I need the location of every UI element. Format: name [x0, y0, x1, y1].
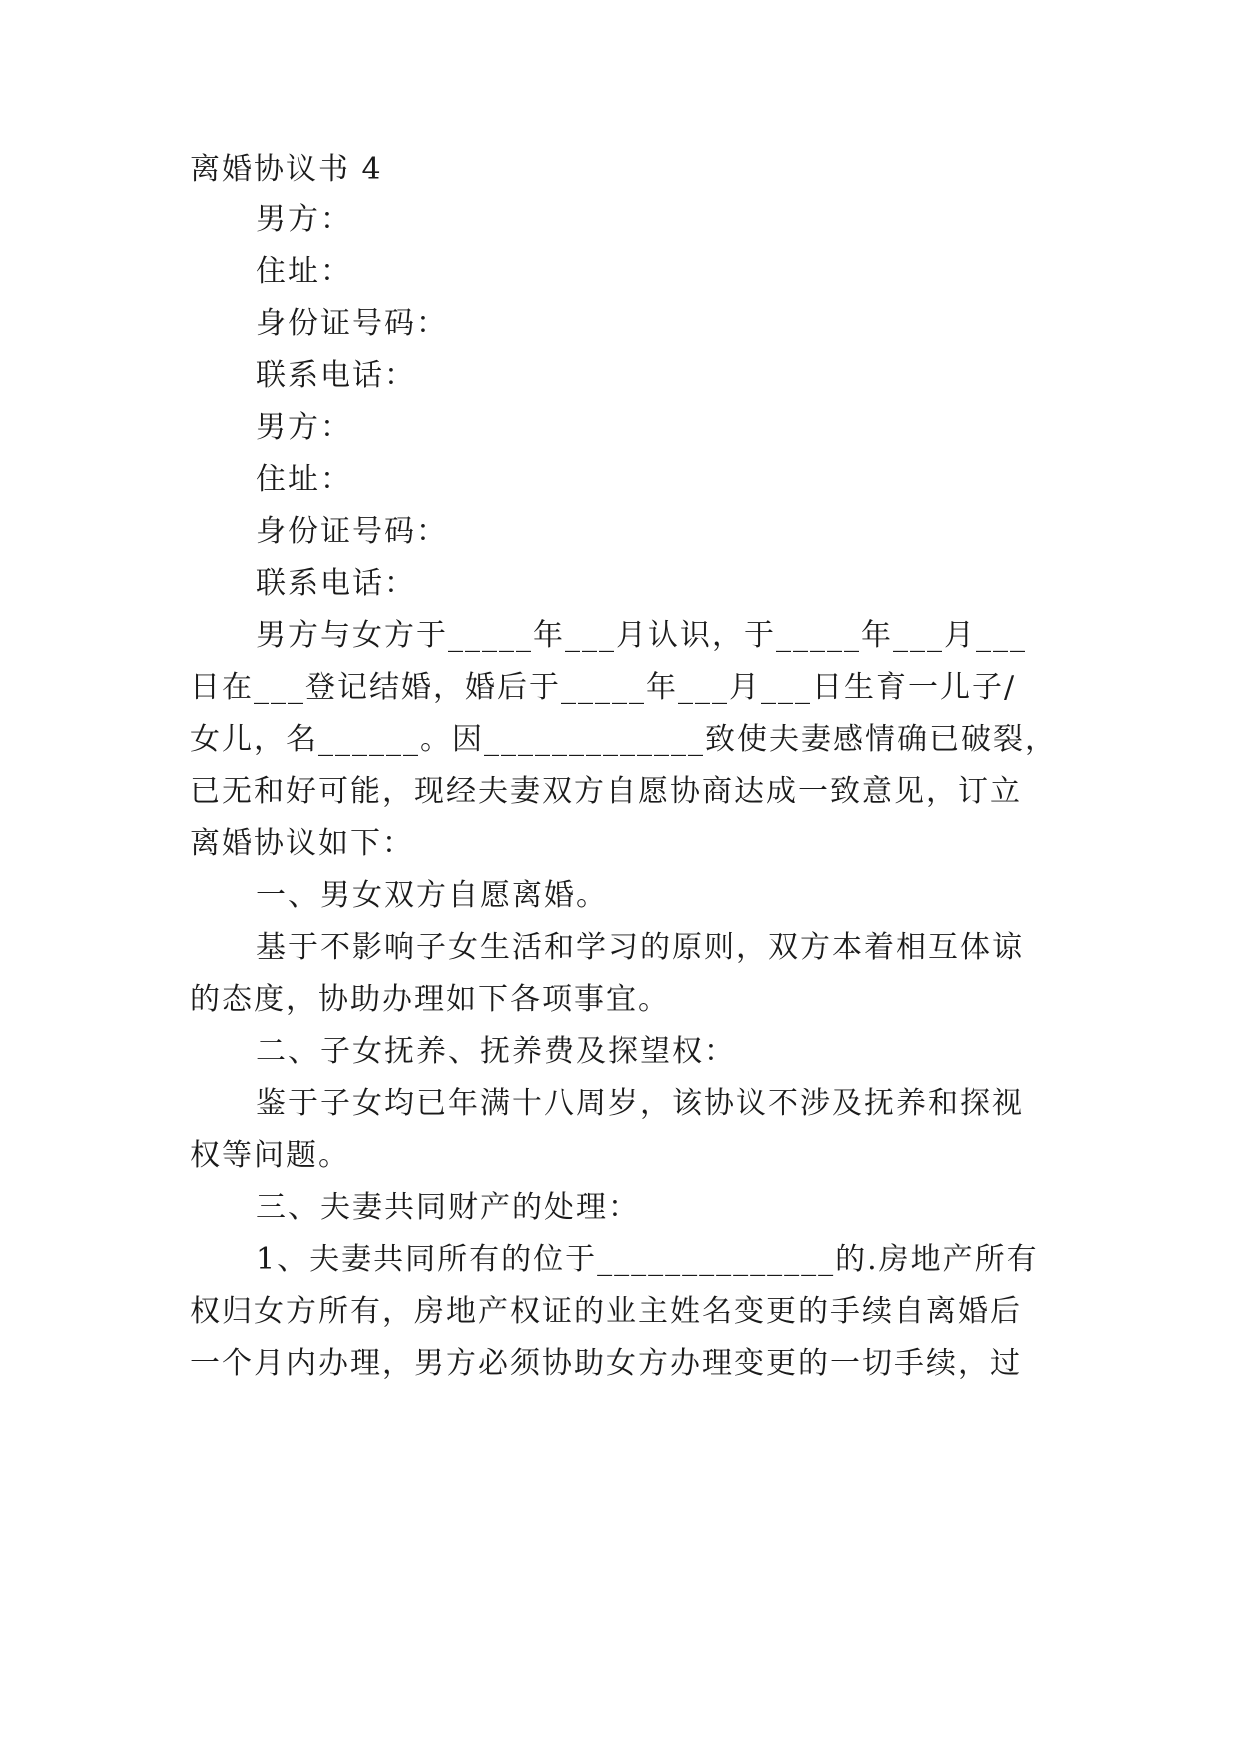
body-line: 权等问题。 [190, 1138, 350, 1173]
body-line: 1、夫妻共同所有的位于______________的.房地产所有 [256, 1242, 1039, 1277]
party1-name-label: 男方： [256, 202, 352, 237]
body-line: 女儿，名______。因_____________致使夫妻感情确已破裂， [190, 722, 1057, 757]
body-line: 的态度，协助办理如下各项事宜。 [190, 982, 670, 1017]
party1-id-label: 身份证号码： [256, 306, 448, 341]
body-line: 男方与女方于_____年___月认识，于_____年___月___ [256, 618, 1027, 653]
party2-phone-label: 联系电话： [256, 566, 416, 601]
party2-id-label: 身份证号码： [256, 514, 448, 549]
party1-phone-label: 联系电话： [256, 358, 416, 393]
body-line: 日在___登记结婚，婚后于_____年___月___日生育一儿子/ [190, 670, 1017, 705]
section-heading: 一、男女双方自愿离婚。 [256, 878, 608, 913]
party1-address-label: 住址： [256, 254, 352, 289]
body-line: 离婚协议如下： [190, 826, 414, 861]
body-line: 一个月内办理，男方必须协助女方办理变更的一切手续，过 [190, 1346, 1022, 1381]
party2-address-label: 住址： [256, 462, 352, 497]
body-line: 已无和好可能，现经夫妻双方自愿协商达成一致意见，订立 [190, 774, 1022, 809]
document-title: 离婚协议书 4 [190, 152, 383, 187]
body-line: 基于不影响子女生活和学习的原则，双方本着相互体谅 [256, 930, 1024, 965]
body-line: 权归女方所有，房地产权证的业主姓名变更的手续自离婚后 [190, 1294, 1022, 1329]
section-heading: 三、夫妻共同财产的处理： [256, 1190, 640, 1225]
body-line: 鉴于子女均已年满十八周岁，该协议不涉及抚养和探视 [256, 1086, 1024, 1121]
party2-name-label: 男方： [256, 410, 352, 445]
section-heading: 二、子女抚养、抚养费及探望权： [256, 1034, 736, 1069]
